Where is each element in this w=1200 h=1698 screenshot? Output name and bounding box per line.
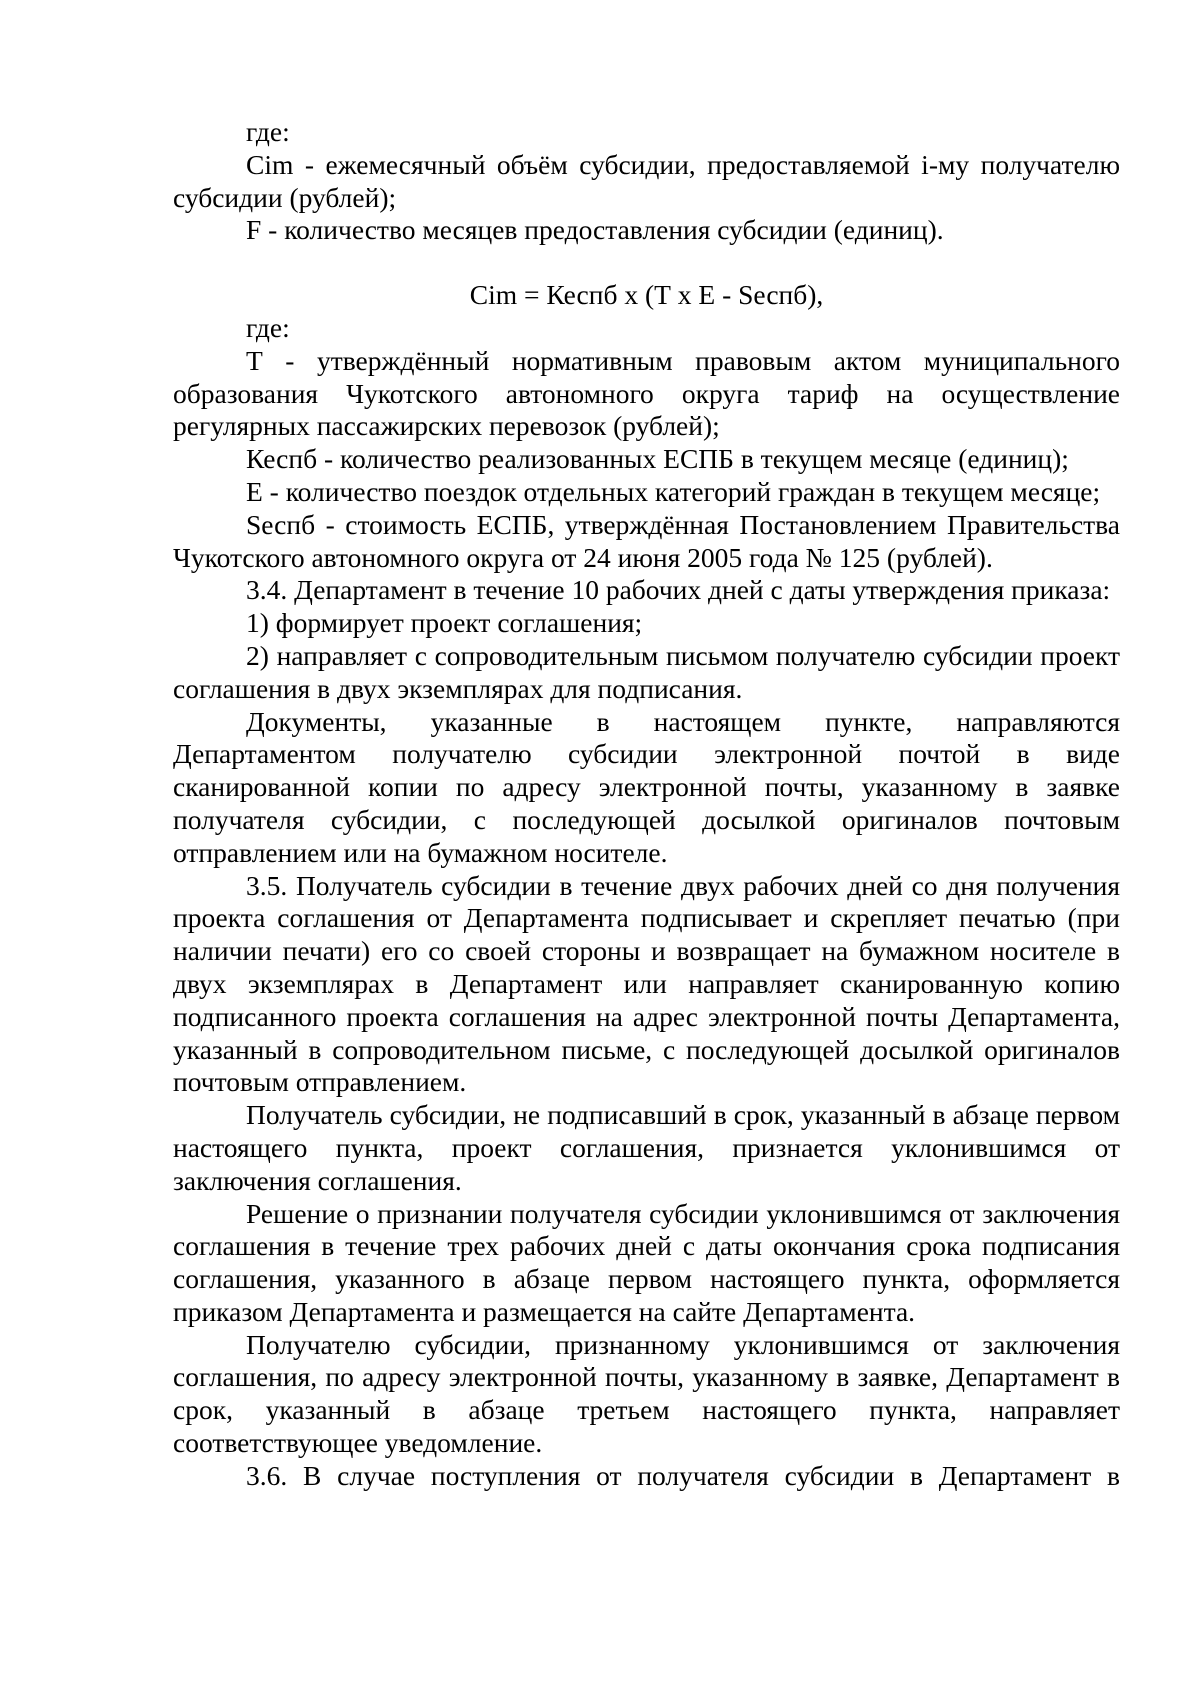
paragraph-3-5: 3.5. Получатель субсидии в течение двух рабочих дней со дня получения проекта соглашения от Департамента подписывает и скрепляет печатью (при наличии печати) его со своей стороны и возвращает на бумажном носителе в двух экземплярах в Департамент или направляет сканированную копию подписанного проекта соглашения на адрес электронной почты Департамента, указанный в сопроводительном письме, с последующей досылкой оригиналов почтовым отправлением. (173, 869, 1120, 1098)
paragraph-decision: Решение о признании получателя субсидии уклонившимся от заключения соглашения в течение трех рабочих дней с даты окончания срока подписания соглашения, указанного в абзаце первом настоящего пункта, оформляется приказом Департамента и размещается на сайте Департамента. (173, 1197, 1120, 1327)
paragraph-3-6: 3.6. В случае поступления от получателя субсидии в Департамент в (246, 1459, 1120, 1491)
paragraph-kespb-definition: Кеспб - количество реализованных ЕСПБ в текущем месяце (единиц); (246, 443, 1069, 475)
paragraph-3-4-item-2: 2) направляет с сопроводительным письмом получателю субсидии проект соглашения в двух экземплярах для подписания. (173, 639, 1120, 704)
paragraph-t-definition: Т - утверждённый нормативным правовым актом муниципального образования Чукотского автономного округа тариф на осуществление регулярных пассажирских перевозок (рублей); (173, 344, 1120, 442)
paragraph-documents: Документы, указанные в настоящем пункте, направляются Департаментом получателю субсидии электронной почтой в виде сканированной копии по адресу электронной почты, указанному в заявке получателя субсидии, с последующей досылкой оригиналов почтовым отправлением или на бумажном носителе. (173, 705, 1120, 868)
document-page (173, 116, 1120, 1493)
paragraph-notification: Получателю субсидии, признанному уклонившимся от заключения соглашения, по адресу электронной почты, указанному в заявке, Департамент в срок, указанный в абзаце третьем настоящего пункта, направляет соответствующее уведомление. (173, 1328, 1120, 1459)
paragraph-3-4: 3.4. Департамент в течение 10 рабочих дней с даты утверждения приказа: (246, 574, 1111, 606)
paragraph-evasion: Получатель субсидии, не подписавший в срок, указанный в абзаце первом настоящего пункта, проект соглашения, признается уклонившимся от заключения соглашения. (173, 1099, 1120, 1196)
paragraph-where-2: где: (246, 311, 290, 343)
paragraph-f-definition: F - количество месяцев предоставления субсидии (единиц). (246, 214, 944, 246)
paragraph-sespb-definition: Sеспб - стоимость ЕСПБ, утверждённая Постановлением Правительства Чукотского автономного округа от 24 июня 2005 года № 125 (рублей). (173, 508, 1120, 573)
paragraph-e-definition: Е - количество поездок отдельных категорий граждан в текущем месяце; (246, 475, 1101, 507)
paragraph-cim-definition: Cim - ежемесячный объём субсидии, предоставляемой i-му получателю субсидии (рублей); (173, 148, 1120, 213)
paragraph-3-4-item-1: 1) формирует проект соглашения; (246, 607, 643, 639)
paragraph-where-1: где: (246, 116, 290, 147)
formula-cim: Cim = Кеспб х (Т х Е - Sеспб), (469, 279, 824, 311)
